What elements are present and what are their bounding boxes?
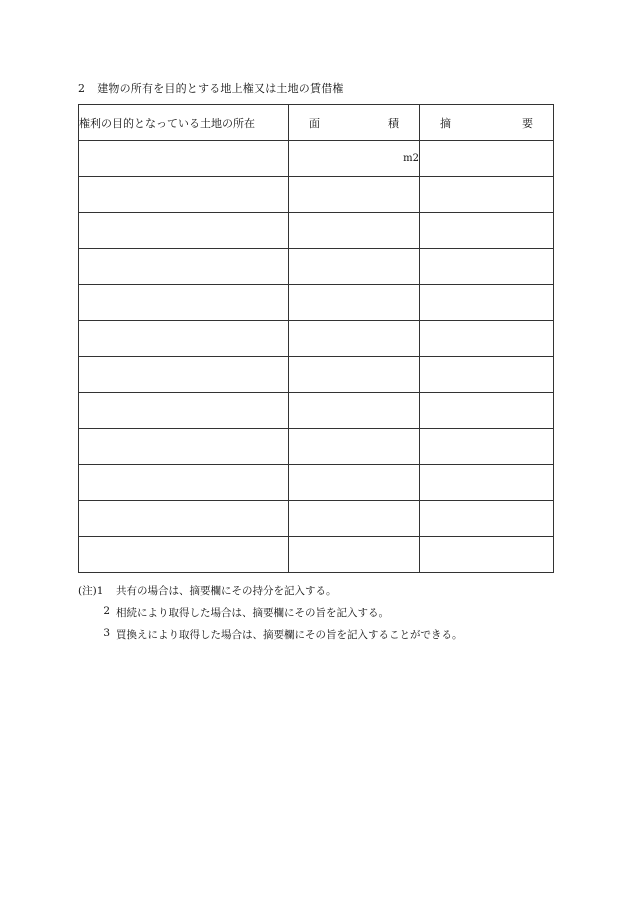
header-area-part1: 面 (309, 116, 320, 130)
header-area-part2: 積 (388, 116, 399, 130)
section-title (78, 80, 344, 96)
area-cell[interactable] (289, 501, 420, 537)
header-remarks-part2: 要 (522, 116, 533, 130)
header-area (289, 105, 420, 141)
location-cell[interactable] (79, 465, 289, 501)
location-cell[interactable] (79, 393, 289, 429)
area-unit: m2 (403, 153, 419, 164)
table-row (79, 141, 554, 177)
location-cell[interactable] (79, 429, 289, 465)
table-row (79, 357, 554, 393)
remarks-cell[interactable] (420, 213, 554, 249)
table-row (79, 285, 554, 321)
remarks-cell[interactable] (420, 357, 554, 393)
area-cell[interactable] (289, 249, 420, 285)
location-cell[interactable] (79, 357, 289, 393)
remarks-cell[interactable] (420, 141, 554, 177)
area-cell[interactable] (289, 321, 420, 357)
location-cell[interactable] (79, 141, 289, 177)
area-cell[interactable] (289, 429, 420, 465)
section-title-text: 建物の所有を目的とする地上権又は土地の賃借権 (97, 82, 344, 95)
remarks-cell[interactable] (420, 465, 554, 501)
remarks-cell[interactable] (420, 321, 554, 357)
note-marker: (注)1 (78, 585, 104, 597)
remarks-cell[interactable] (420, 429, 554, 465)
area-cell[interactable] (289, 213, 420, 249)
table-row (79, 429, 554, 465)
location-cell[interactable] (79, 537, 289, 573)
table-row (79, 537, 554, 573)
table-row (79, 249, 554, 285)
note-marker: 2 (103, 605, 110, 617)
remarks-cell[interactable] (420, 177, 554, 213)
table-row (79, 393, 554, 429)
table-row (79, 213, 554, 249)
remarks-cell[interactable] (420, 393, 554, 429)
note-text: 共有の場合は、摘要欄にその持分を記入する。 (116, 585, 337, 597)
note-item (78, 583, 463, 605)
area-cell[interactable] (289, 393, 420, 429)
area-cell[interactable] (289, 465, 420, 501)
note-marker: 3 (103, 627, 110, 639)
table-header-row (79, 105, 554, 141)
area-cell[interactable] (289, 177, 420, 213)
remarks-cell[interactable] (420, 285, 554, 321)
location-cell[interactable] (79, 213, 289, 249)
remarks-cell[interactable] (420, 537, 554, 573)
header-remarks (420, 105, 554, 141)
note-text: 買換えにより取得した場合は、摘要欄にその旨を記入することができる。 (116, 629, 463, 641)
table-row (79, 465, 554, 501)
land-rights-table (78, 104, 554, 573)
area-cell[interactable] (289, 285, 420, 321)
remarks-cell[interactable] (420, 501, 554, 537)
location-cell[interactable] (79, 321, 289, 357)
section-number: 2 (78, 82, 86, 95)
table-row (79, 501, 554, 537)
header-remarks-part1: 摘 (440, 116, 451, 130)
remarks-cell[interactable] (420, 249, 554, 285)
header-location: 権利の目的となっている土地の所在 (79, 105, 289, 141)
note-item (78, 605, 463, 627)
location-cell[interactable] (79, 501, 289, 537)
location-cell[interactable] (79, 249, 289, 285)
area-cell[interactable] (289, 141, 420, 177)
notes-section (78, 583, 463, 649)
location-cell[interactable] (79, 285, 289, 321)
table-row (79, 177, 554, 213)
area-cell[interactable] (289, 357, 420, 393)
note-item (78, 627, 463, 649)
table-row (79, 321, 554, 357)
location-cell[interactable] (79, 177, 289, 213)
note-text: 相続により取得した場合は、摘要欄にその旨を記入する。 (116, 607, 389, 619)
area-cell[interactable] (289, 537, 420, 573)
